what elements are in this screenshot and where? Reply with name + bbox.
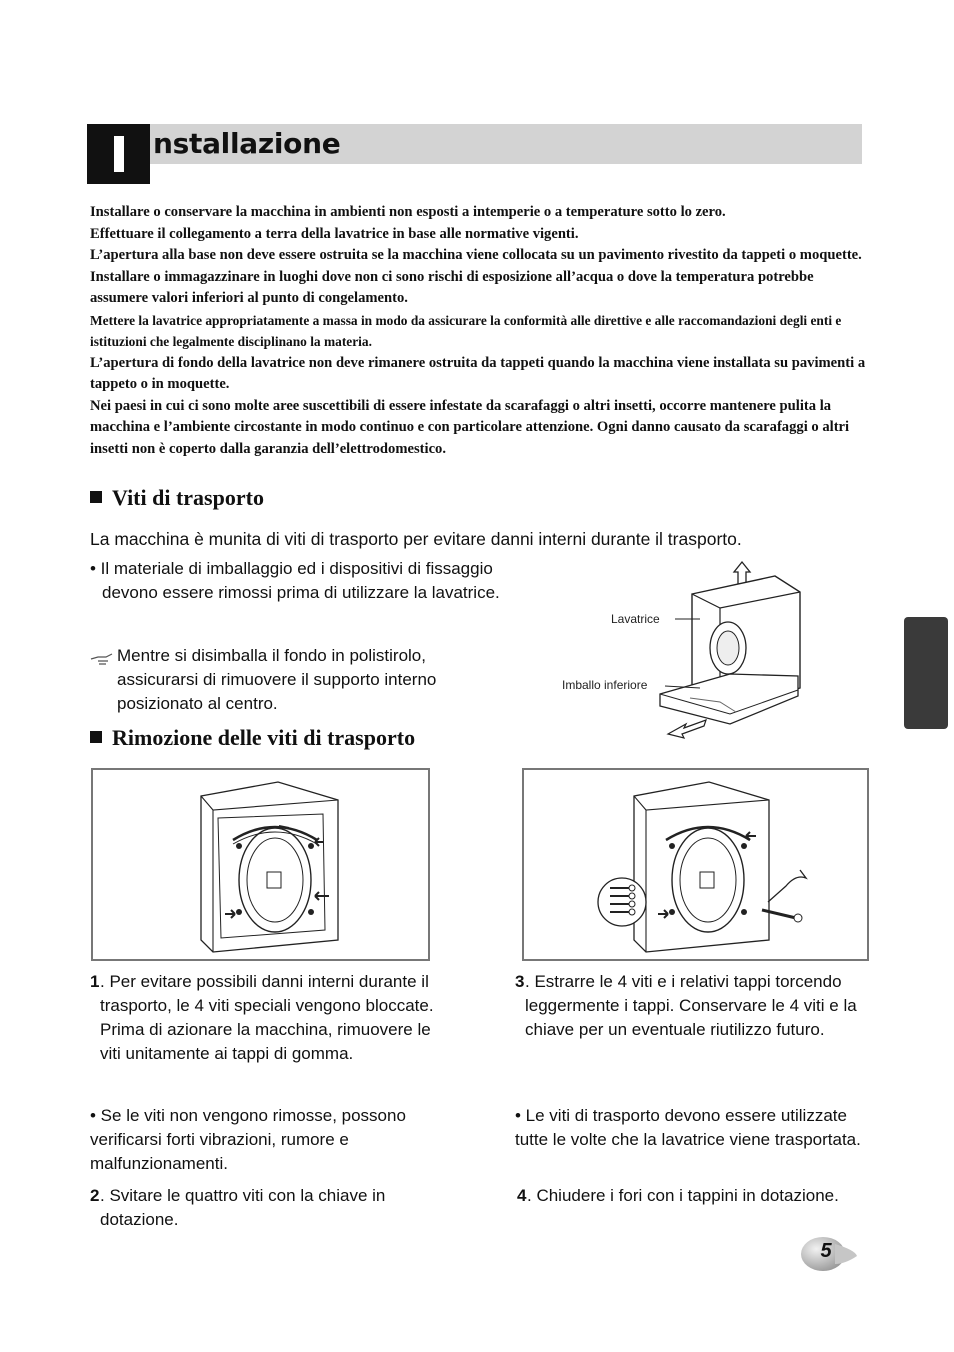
washer-back-screws-figure [93, 770, 428, 959]
step-number: 4 [517, 1186, 527, 1205]
step-text: . Per evitare possibili danni interni durante il trasporto, le 4 viti speciali vengono bloccate. Prima di azionare la macchina, rimuovere le viti unitamente ai tappi di gomma. [100, 972, 434, 1063]
washer-remove-screws-figure [524, 770, 867, 959]
intro-paragraph: L’apertura alla base non deve essere ostruita se la macchina viene collocata su un pavimento rivestito da tappeti o moquette. [90, 247, 862, 263]
page-title: nstallazione [153, 127, 341, 160]
step-number: 1 [90, 972, 100, 991]
section1-note-text: Mentre si disimballa il fondo in polistirolo, assicurarsi di rimuovere il supporto interno posizionato al centro. [117, 646, 437, 713]
bullet-transport: • Le viti di trasporto devono essere utilizzate tutte le volte che la lavatrice viene trasportata. [515, 1106, 861, 1149]
square-bullet-icon [90, 491, 102, 503]
label-base: Imballo inferiore [562, 678, 648, 692]
step-text: . Chiudere i fori con i tappini in dotazione. [527, 1186, 839, 1205]
washer-unpacking-figure [560, 556, 810, 748]
header-initial-block [87, 124, 150, 184]
square-bullet-icon [90, 731, 102, 743]
bullet-vibrations: • Se le viti non vengono rimosse, possono verificarsi forti vibrazioni, rumore e malfunzionamenti. [90, 1106, 406, 1173]
intro-paragraph: Installare o immagazzinare in luoghi dove non ci sono rischi di esposizione all’acqua o dove la temperatura potrebbe assumere valori inferiori al punto di congelamento. [90, 268, 814, 306]
section-title: Viti di trasporto [112, 485, 264, 510]
section1-bullet: • Il materiale di imballaggio ed i dispositivi di fissaggio devono essere rimossi prima di utilizzare la lavatrice. [90, 559, 500, 602]
section1-lead: La macchina è munita di viti di trasporto per evitare danni interni durante il trasporto. [90, 529, 742, 549]
step-number: 3 [515, 972, 525, 991]
intro-paragraph: Installare o conservare la macchina in ambienti non esposti a intemperie o a temperature sotto lo zero. [90, 204, 726, 220]
step-3 [515, 970, 883, 1042]
header-initial-letter [114, 136, 124, 172]
step-text: . Estrarre le 4 viti e i relativi tappi torcendo leggermente i tappi. Conservare le 4 viti e la chiave per un eventuale riutilizzo futuro. [525, 972, 857, 1039]
figure-box-right [522, 768, 869, 961]
section-heading-viti [90, 485, 264, 511]
page-number: 5 [820, 1240, 832, 1262]
step-text: . Svitare le quattro viti con la chiave in dotazione. [100, 1186, 386, 1229]
pointing-hand-icon [90, 648, 116, 672]
step-4 [517, 1184, 887, 1208]
step-2 [90, 1184, 450, 1232]
side-chapter-tab [904, 617, 948, 729]
step-1 [90, 970, 450, 1066]
intro-paragraph: L’apertura di fondo della lavatrice non deve rimanere ostruita da tappeti quando la macchina viene installata su pavimenti a tappeto o in moquette. [90, 354, 866, 392]
intro-paragraph: Effettuare il collegamento a terra della lavatrice in base alle normative vigenti. [90, 225, 579, 242]
intro-paragraph: Nei paesi in cui ci sono molte aree suscettibili di essere infestate da scarafaggi o altri insetti, occorre mantenere pulita la macchina e l’ambiente circostante in modo continuo e con particolare attenzione. Ogni danno causato da scarafaggi o altri insetti non è coperto dalla garanzia dell’elettrodomestico. [90, 397, 850, 457]
section-heading-rimozione [90, 725, 415, 751]
intro-text [90, 202, 870, 460]
step-number: 2 [90, 1186, 100, 1205]
section-title: Rimozione delle viti di trasporto [112, 725, 416, 750]
label-washer: Lavatrice [611, 612, 660, 626]
section1-note [90, 644, 510, 716]
intro-paragraph: Mettere la lavatrice appropriatamente a massa in modo da assicurare la conformità alle direttive e alle raccomandazioni degli enti e istituzioni che legalmente disciplinano la materia. [90, 312, 842, 349]
figure-box-left [91, 768, 430, 961]
